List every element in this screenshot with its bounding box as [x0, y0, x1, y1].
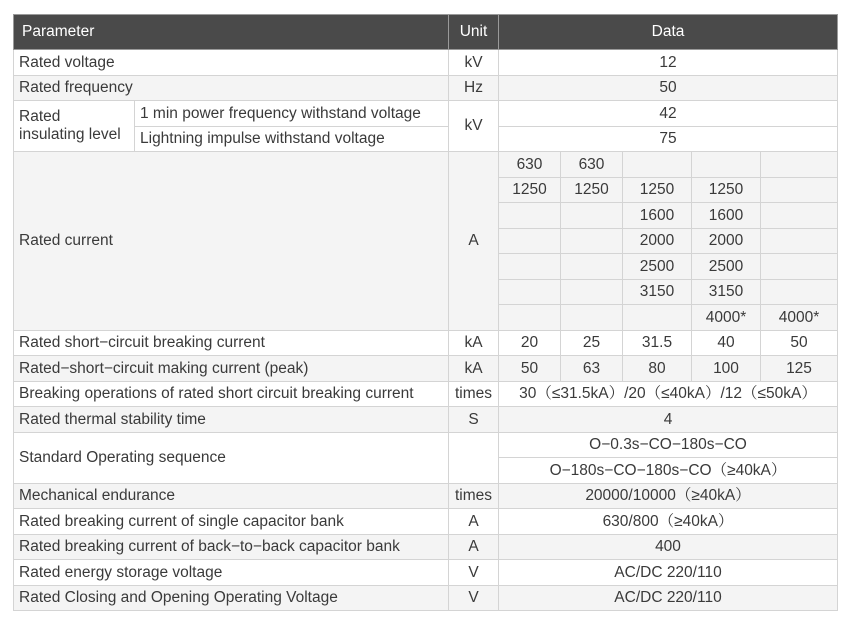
param-cell: Mechanical endurance — [14, 483, 449, 509]
data-cell: 20000/10000（≥40kA） — [499, 483, 838, 509]
unit-cell: Hz — [449, 75, 499, 101]
unit-cell: A — [449, 534, 499, 560]
param-cell: Rated thermal stability time — [14, 407, 449, 433]
current-cell — [761, 228, 838, 254]
current-cell: 3150 — [623, 279, 692, 305]
current-cell: 4000* — [692, 305, 761, 331]
param-cell: Rated current — [14, 152, 449, 331]
current-cell — [561, 305, 623, 331]
current-cell — [623, 305, 692, 331]
header-parameter: Parameter — [14, 15, 449, 50]
table-row — [14, 483, 838, 509]
param-cell: Standard Operating sequence — [14, 432, 449, 483]
header-row — [14, 15, 838, 50]
current-cell — [761, 177, 838, 203]
current-cell: 2500 — [692, 254, 761, 280]
unit-cell: A — [449, 509, 499, 535]
data-cell: 50 — [499, 75, 838, 101]
data-cell: O−0.3s−CO−180s−CO — [499, 432, 838, 458]
data-cell: 42 — [499, 101, 838, 127]
table-row — [14, 126, 838, 152]
current-cell — [561, 254, 623, 280]
unit-cell: times — [449, 381, 499, 407]
unit-cell: times — [449, 483, 499, 509]
current-cell — [761, 254, 838, 280]
data-cell: 75 — [499, 126, 838, 152]
current-cell: 1600 — [623, 203, 692, 229]
param-cell: Rated frequency — [14, 75, 449, 101]
table-row — [14, 356, 838, 382]
current-cell — [499, 279, 561, 305]
data-cell: 30（≤31.5kA）/20（≤40kA）/12（≤50kA） — [499, 381, 838, 407]
unit-cell: A — [449, 152, 499, 331]
table-row — [14, 509, 838, 535]
table-row — [14, 560, 838, 586]
current-cell — [623, 152, 692, 178]
current-cell — [561, 203, 623, 229]
current-cell: 2000 — [692, 228, 761, 254]
current-cell — [499, 203, 561, 229]
unit-cell: V — [449, 560, 499, 586]
current-cell: 630 — [499, 152, 561, 178]
data-cell: 50 — [499, 356, 561, 382]
table-row — [14, 585, 838, 611]
param-cell: Rated breaking current of back−to−back capacitor bank — [14, 534, 449, 560]
unit-cell: kV — [449, 101, 499, 152]
current-cell — [499, 228, 561, 254]
param-cell: Rated short−circuit breaking current — [14, 330, 449, 356]
param-cell: Rated insulating level — [14, 101, 135, 152]
data-cell: 630/800（≥40kA） — [499, 509, 838, 535]
unit-cell: kA — [449, 356, 499, 382]
sub-param-cell: 1 min power frequency withstand voltage — [135, 101, 449, 127]
table-row — [14, 432, 838, 458]
data-cell: 40 — [692, 330, 761, 356]
current-cell: 4000* — [761, 305, 838, 331]
table-row — [14, 407, 838, 433]
data-cell: 50 — [761, 330, 838, 356]
current-cell — [561, 279, 623, 305]
data-cell: AC/DC 220/110 — [499, 585, 838, 611]
table-row — [14, 75, 838, 101]
current-cell — [761, 203, 838, 229]
param-cell: Rated breaking current of single capacitor bank — [14, 509, 449, 535]
current-cell: 1250 — [692, 177, 761, 203]
data-cell: 20 — [499, 330, 561, 356]
table-row — [14, 330, 838, 356]
current-cell: 1250 — [623, 177, 692, 203]
table-row — [14, 50, 838, 76]
unit-cell — [449, 432, 499, 483]
current-cell: 630 — [561, 152, 623, 178]
table-row — [14, 534, 838, 560]
current-cell: 1250 — [499, 177, 561, 203]
table-row — [14, 152, 838, 178]
param-cell: Rated energy storage voltage — [14, 560, 449, 586]
current-cell: 1250 — [561, 177, 623, 203]
data-cell: O−180s−CO−180s−CO（≥40kA） — [499, 458, 838, 484]
spec-table — [13, 14, 838, 611]
table-row — [14, 381, 838, 407]
current-cell — [761, 152, 838, 178]
data-cell: 100 — [692, 356, 761, 382]
unit-cell: S — [449, 407, 499, 433]
data-cell: 25 — [561, 330, 623, 356]
sub-param-cell: Lightning impulse withstand voltage — [135, 126, 449, 152]
current-cell — [499, 305, 561, 331]
current-cell: 2000 — [623, 228, 692, 254]
param-cell: Breaking operations of rated short circuit breaking current — [14, 381, 449, 407]
unit-cell: kV — [449, 50, 499, 76]
current-cell: 1600 — [692, 203, 761, 229]
data-cell: 63 — [561, 356, 623, 382]
param-cell: Rated Closing and Opening Operating Voltage — [14, 585, 449, 611]
data-cell: 12 — [499, 50, 838, 76]
current-cell: 2500 — [623, 254, 692, 280]
data-cell: AC/DC 220/110 — [499, 560, 838, 586]
unit-cell: V — [449, 585, 499, 611]
unit-cell: kA — [449, 330, 499, 356]
current-cell — [561, 228, 623, 254]
table-row — [14, 101, 838, 127]
data-cell: 4 — [499, 407, 838, 433]
param-cell: Rated voltage — [14, 50, 449, 76]
current-cell — [499, 254, 561, 280]
header-unit: Unit — [449, 15, 499, 50]
param-cell: Rated−short−circuit making current (peak) — [14, 356, 449, 382]
data-cell: 400 — [499, 534, 838, 560]
data-cell: 31.5 — [623, 330, 692, 356]
current-cell — [761, 279, 838, 305]
data-cell: 80 — [623, 356, 692, 382]
data-cell: 125 — [761, 356, 838, 382]
current-cell: 3150 — [692, 279, 761, 305]
current-cell — [692, 152, 761, 178]
header-data: Data — [499, 15, 838, 50]
